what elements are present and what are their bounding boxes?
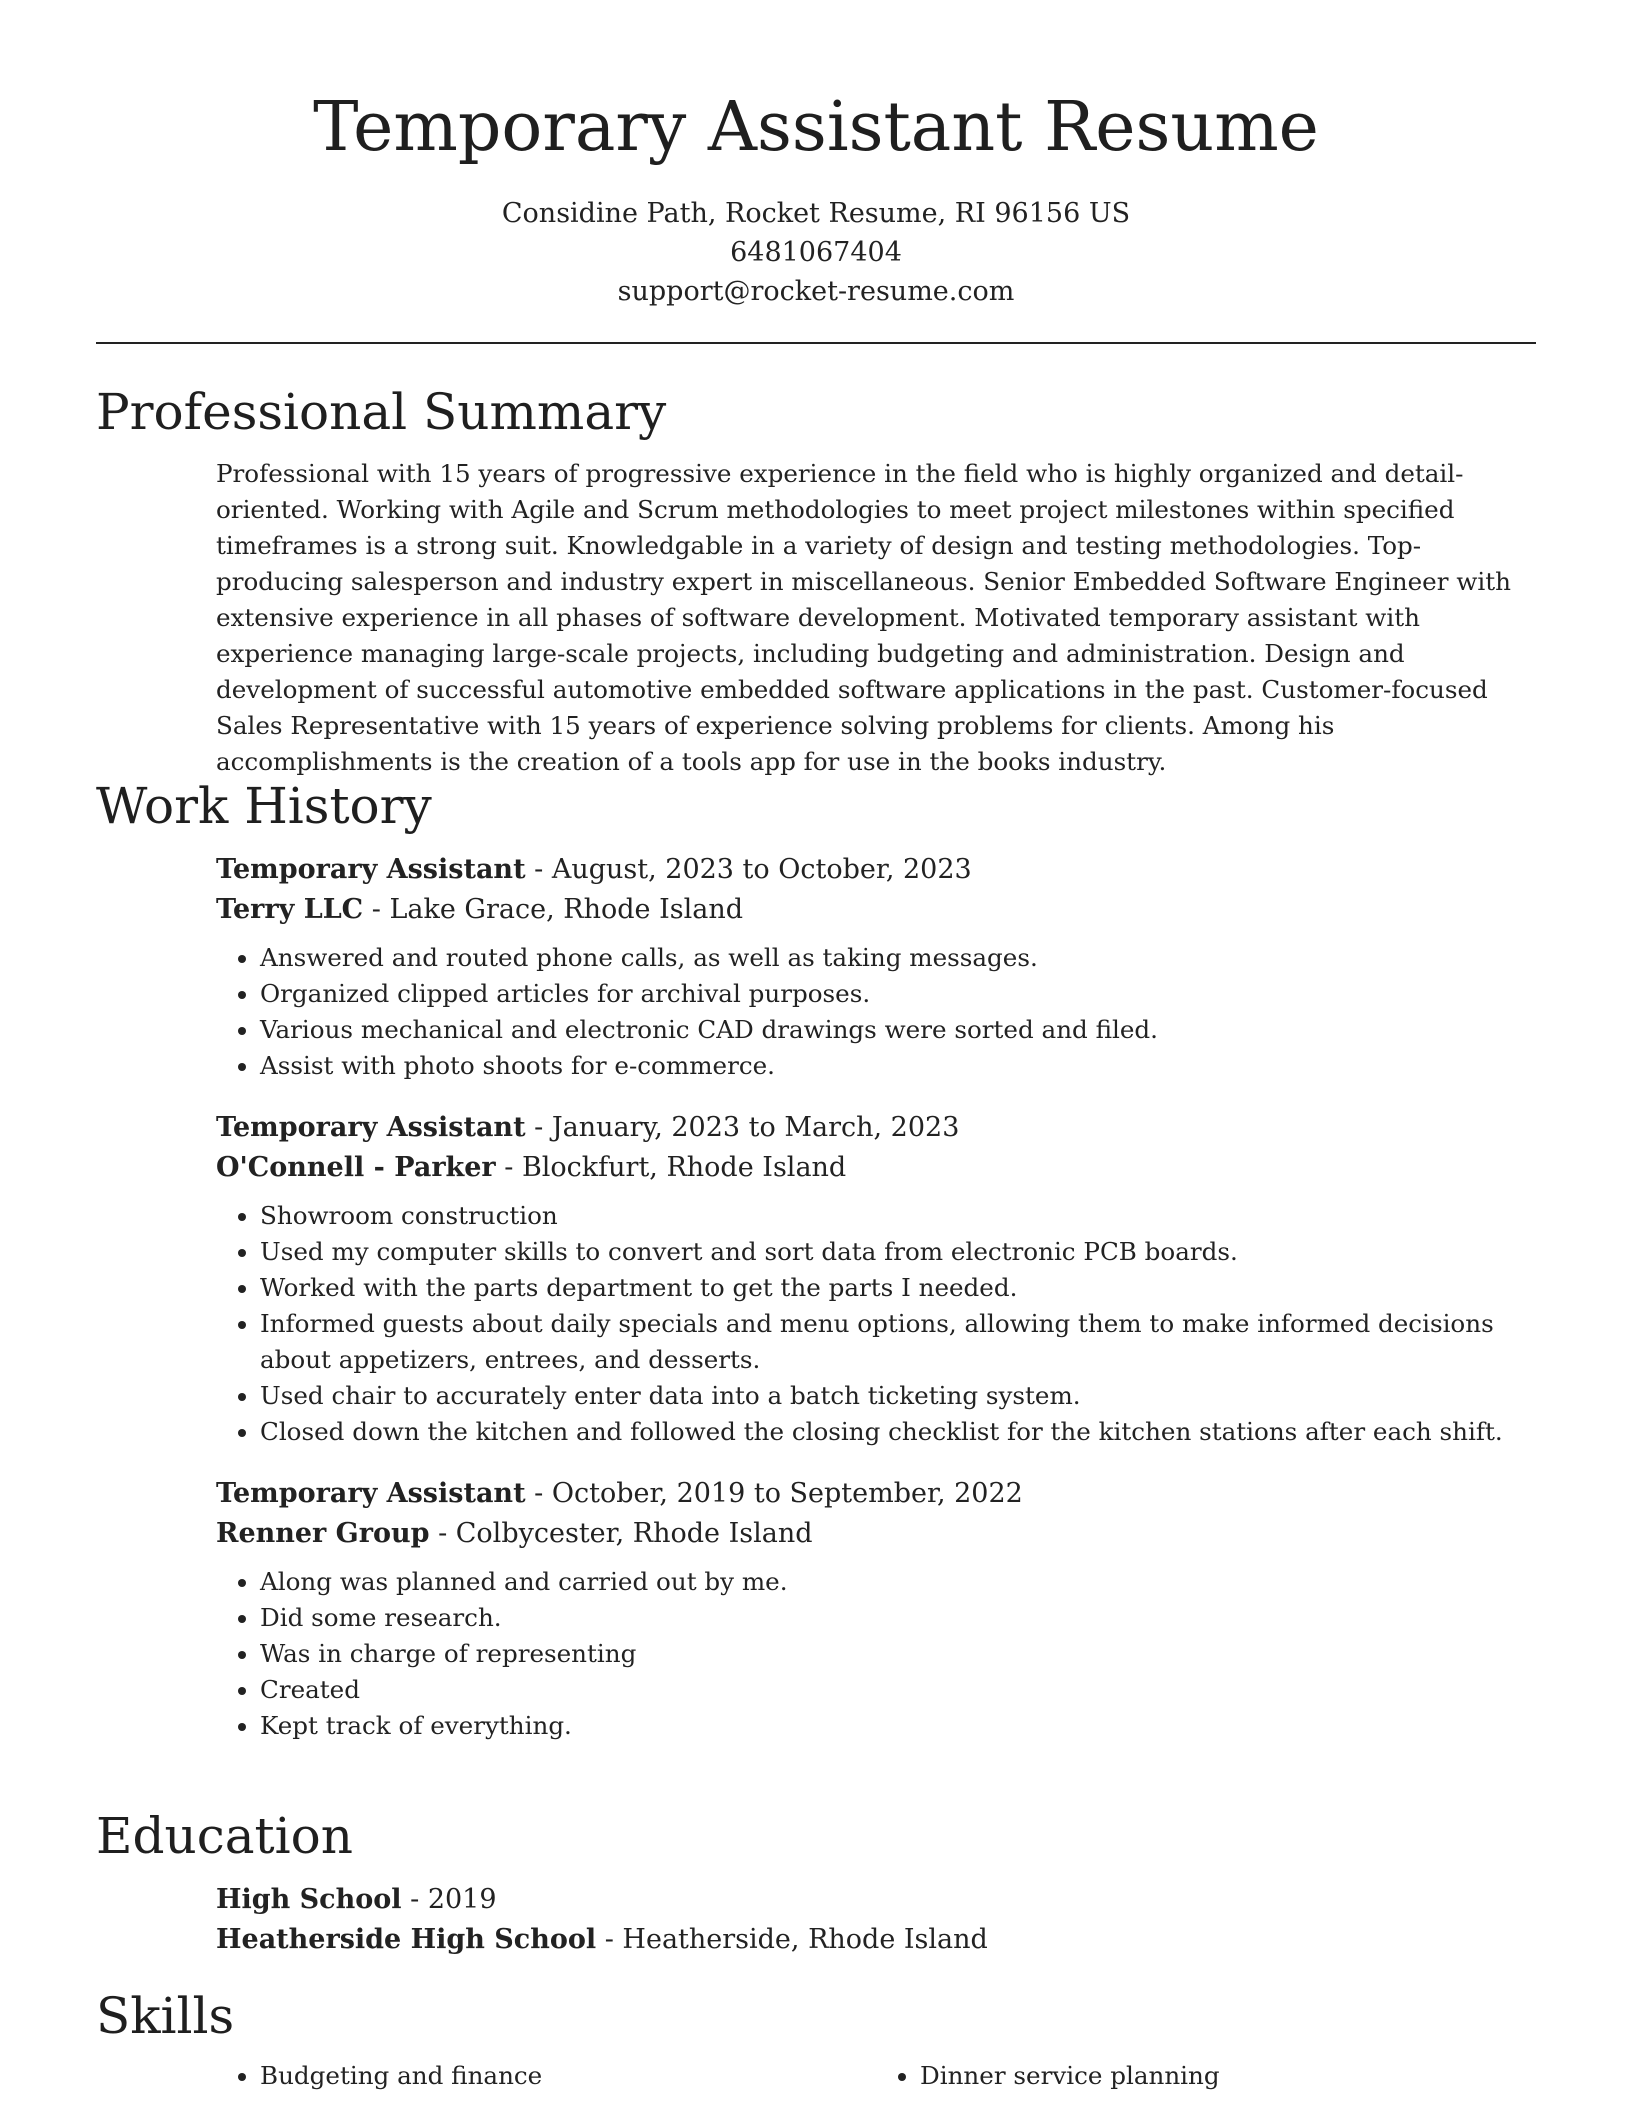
skills-columns — [216, 2048, 1536, 2094]
header-divider — [96, 342, 1536, 344]
education-year: - 2019 — [401, 1884, 497, 1915]
job-location: - Blockfurt, Rhode Island — [495, 1152, 847, 1183]
job-company-line — [216, 1514, 1536, 1554]
contact-phone: 6481067404 — [730, 237, 902, 268]
contact-block — [0, 194, 1632, 311]
list-item: • Closed down the kitchen and followed the closing checklist for the kitchen stations after each shift. — [260, 1414, 1536, 1450]
education-school-line — [216, 1920, 1536, 1960]
education-school: Heatherside High School — [216, 1924, 597, 1955]
skills-heading: Skills — [96, 1987, 235, 2045]
list-item: • Various mechanical and electronic CAD drawings were sorted and filed. — [260, 1012, 1536, 1048]
list-item: • Did some research. — [260, 1600, 1536, 1636]
resume-header — [0, 0, 1632, 311]
job-location: - Colbycester, Rhode Island — [429, 1518, 813, 1549]
job-entry — [216, 850, 1536, 1084]
contact-email: support@rocket-resume.com — [617, 276, 1015, 307]
job-bullets — [216, 940, 1536, 1084]
job-role: Temporary Assistant — [216, 854, 526, 885]
skill-item: • Dinner service planning — [920, 2058, 1536, 2094]
job-role: Temporary Assistant — [216, 1112, 526, 1143]
list-item: • Created — [260, 1672, 1536, 1708]
job-dates: - August, 2023 to October, 2023 — [525, 854, 972, 885]
skills-list-left — [216, 2058, 876, 2094]
education-degree-line — [216, 1880, 1536, 1920]
job-company: Terry LLC — [216, 894, 364, 925]
education-degree: High School — [216, 1884, 402, 1915]
list-item: • Along was planned and carried out by me. — [260, 1564, 1536, 1600]
job-bullets — [216, 1198, 1536, 1450]
skill-item: • Budgeting and finance — [260, 2058, 876, 2094]
job-title-line — [216, 1474, 1536, 1514]
resume-title: Temporary Assistant Resume — [313, 88, 1319, 167]
list-item: • Informed guests about daily specials and menu options, allowing them to make informed decisions about appetizers, entrees, and desserts. — [260, 1306, 1536, 1378]
job-location: - Lake Grace, Rhode Island — [363, 894, 743, 925]
summary-heading: Professional Summary — [96, 383, 667, 441]
list-item: • Showroom construction — [260, 1198, 1536, 1234]
list-item: • Organized clipped articles for archival purposes. — [260, 976, 1536, 1012]
skills-section — [96, 1984, 1536, 2094]
contact-address: Considine Path, Rocket Resume, RI 96156 US — [501, 198, 1131, 229]
job-company-line — [216, 890, 1536, 930]
list-item: • Used my computer skills to convert and sort data from electronic PCB boards. — [260, 1234, 1536, 1270]
education-entry — [216, 1880, 1536, 1960]
list-item: • Kept track of everything. — [260, 1708, 1536, 1744]
education-location: - Heatherside, Rhode Island — [596, 1924, 988, 1955]
job-bullets — [216, 1564, 1536, 1744]
list-item: • Answered and routed phone calls, as well as taking messages. — [260, 940, 1536, 976]
list-item: • Assist with photo shoots for e-commerce. — [260, 1048, 1536, 1084]
job-role: Temporary Assistant — [216, 1478, 526, 1509]
job-company-line — [216, 1148, 1536, 1188]
job-company: Renner Group — [216, 1518, 430, 1549]
summary-section — [96, 380, 1536, 780]
job-list — [216, 850, 1536, 1744]
job-dates: - January, 2023 to March, 2023 — [525, 1112, 960, 1143]
list-item: • Used chair to accurately enter data into a batch ticketing system. — [260, 1378, 1536, 1414]
list-item: • Worked with the parts department to get the parts I needed. — [260, 1270, 1536, 1306]
education-heading: Education — [96, 1807, 353, 1865]
job-title-line — [216, 850, 1536, 890]
work-history-section — [96, 774, 1536, 1768]
job-entry — [216, 1474, 1536, 1744]
education-section — [96, 1804, 1536, 1960]
job-entry — [216, 1108, 1536, 1450]
skills-list-right — [876, 2058, 1536, 2094]
summary-text: Professional with 15 years of progressive experience in the field who is highly organized and detail-oriented. Working with Agile and Scrum methodologies to meet project milestones within specified timeframes is a strong suit. Knowledgable in a variety of design and testing methodologies. Top-producing salesperson and industry expert in miscellaneous. Senior Embedded Software Engineer with extensive experience in all phases of software development. Motivated temporary assistant with experience managing large-scale projects, including budgeting and administration. Design and development of successful automotive embedded software applications in the past. Customer-focused Sales Representative with 15 years of experience solving problems for clients. Among his accomplishments is the creation of a tools app for use in the books industry. — [216, 459, 1511, 776]
job-title-line — [216, 1108, 1536, 1148]
job-dates: - October, 2019 to September, 2022 — [525, 1478, 1023, 1509]
job-company: O'Connell - Parker — [216, 1152, 496, 1183]
work-history-heading: Work History — [96, 777, 432, 835]
list-item: • Was in charge of representing — [260, 1636, 1536, 1672]
